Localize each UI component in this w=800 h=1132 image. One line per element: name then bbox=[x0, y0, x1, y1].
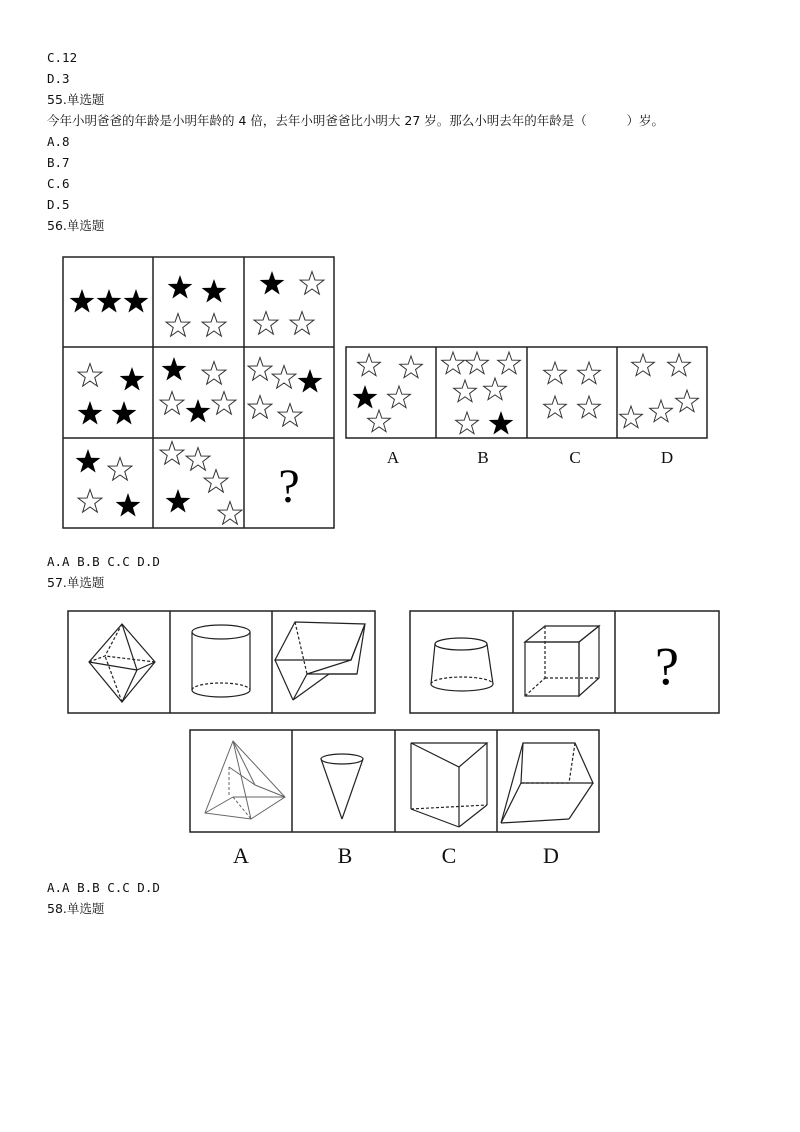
q56-option-d-label: D bbox=[660, 448, 674, 467]
option-55-c: C.6 bbox=[47, 176, 70, 191]
q57-option-a-label: A bbox=[233, 843, 249, 868]
question-56-options: A.A B.B C.C D.D bbox=[47, 554, 160, 569]
q57-question-mark: ? bbox=[655, 636, 679, 696]
option-55-b: B.7 bbox=[47, 155, 70, 170]
q56-options bbox=[345, 346, 709, 440]
q57-option-b-label: B bbox=[337, 843, 353, 868]
option-d-prev: D.3 bbox=[47, 71, 70, 86]
question-56-header: 56.单选题 bbox=[47, 218, 105, 233]
q57-option-d-label: D bbox=[543, 843, 559, 868]
q56-star-grid bbox=[62, 256, 336, 530]
question-57-options: A.A B.B C.C D.D bbox=[47, 880, 160, 895]
q57-options bbox=[189, 729, 601, 835]
question-57-header: 57.单选题 bbox=[47, 575, 105, 590]
question-55-header: 55.单选题 bbox=[47, 92, 105, 107]
q56-option-a-label: A bbox=[386, 448, 400, 467]
q56-option-c-label: C bbox=[569, 448, 581, 467]
q57-sequence-right bbox=[409, 610, 721, 716]
q56-option-b-label: B bbox=[477, 448, 489, 467]
option-55-d: D.5 bbox=[47, 197, 70, 212]
question-58-header: 58.单选题 bbox=[47, 901, 105, 916]
option-55-a: A.8 bbox=[47, 134, 70, 149]
question-55-text: 今年小明爸爸的年龄是小明年龄的 4 倍，去年小明爸爸比小明大 27 岁。那么小明去年的年龄是（ ）岁。 bbox=[47, 113, 664, 128]
q57-option-c-label: C bbox=[441, 843, 457, 868]
q57-sequence-left bbox=[67, 610, 377, 716]
q56-question-mark: ? bbox=[278, 460, 300, 513]
option-c-prev: C.12 bbox=[47, 50, 78, 65]
